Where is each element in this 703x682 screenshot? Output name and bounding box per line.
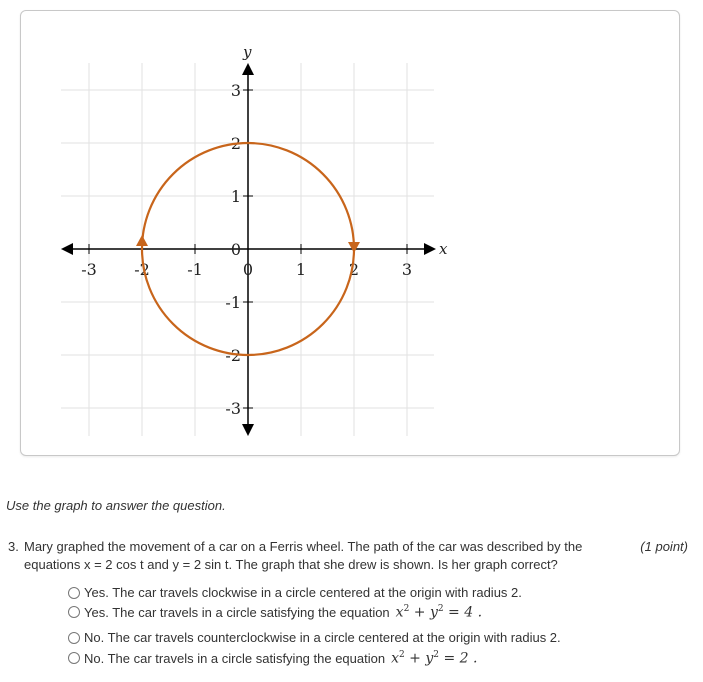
y-tick-label: 3 [230,81,241,100]
x-tick-label: -2 [134,260,150,279]
option-text: No. The car travels counterclockwise in a circle centered at the origin with radius 2. [84,630,561,645]
y-tick-label: 0 [230,240,241,259]
coordinate-graph [21,11,681,457]
down-arrow-icon [348,242,360,253]
x-tick-label: 2 [348,260,360,279]
x-tick-label: -3 [81,260,97,279]
y-axis-down-arrow [242,424,254,436]
option-equation: $x^2 + y^2 = 4$ . [395,604,483,621]
y-tick-label: -3 [225,399,241,418]
x-tick-label: 1 [295,260,307,279]
radio-button[interactable] [68,606,80,618]
option-text: Yes. The car travels in a circle satisfying the equation [84,604,390,620]
y-tick-label: 2 [230,134,241,153]
option-text: No. The car travels in a circle satisfying the equation [84,650,386,666]
up-arrow-icon [136,235,148,246]
question-number: 3. [8,539,19,554]
y-axis-up-arrow [242,63,254,75]
x-axis-right-arrow [424,243,436,255]
question-points: (1 point) [640,539,688,554]
option-text: Yes. The car travels clockwise in a circle centered at the origin with radius 2. [84,585,522,600]
graph-card [20,10,680,456]
option-4[interactable] [68,650,477,667]
option-1[interactable] [68,585,522,600]
option-equation: $x^2 + y^2 = 2$ . [391,650,478,667]
x-axis-left-arrow [61,243,73,255]
y-tick-label: 1 [230,187,241,206]
option-2[interactable] [68,604,482,621]
radio-button[interactable] [68,652,80,664]
instruction-text: Use the graph to answer the question. [6,498,226,513]
radio-button[interactable] [68,632,80,644]
x-tick-label: -1 [187,260,203,279]
x-tick-label: 0 [242,260,254,279]
option-3[interactable] [68,630,561,645]
y-tick-label: -2 [225,346,241,365]
y-tick-label: -1 [225,293,241,312]
x-tick-label: 3 [401,260,413,279]
y-axis-label: y [243,43,252,61]
question-text: Mary graphed the movement of a car on a Ferris wheel. The path of the car was described by the equations x = 2 cos t and y = 2 sin t. The graph that she drew is shown. Is her graph correct? [24,539,583,572]
x-axis-label: x [439,240,448,258]
radio-button[interactable] [68,587,80,599]
